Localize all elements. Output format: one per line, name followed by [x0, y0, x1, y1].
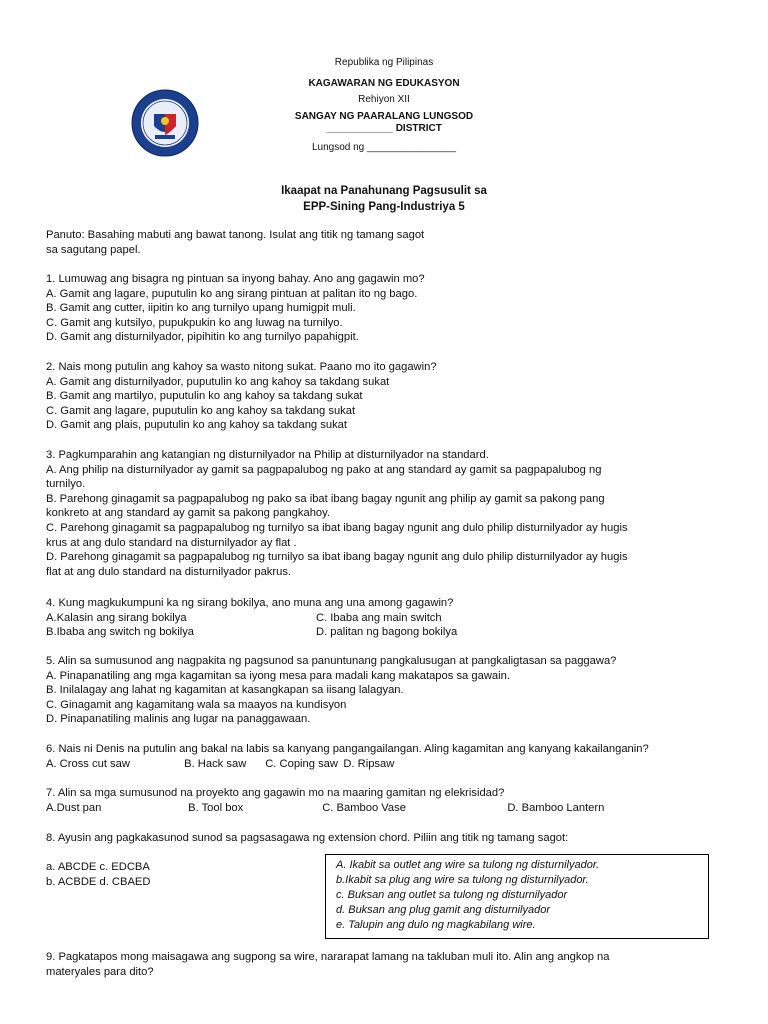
question-1 — [46, 272, 726, 345]
question-6 — [46, 742, 726, 771]
question-stem: 3. Pagkumparahin ang katangian ng disturnilyador na Philip at disturnilyador na standard. — [46, 449, 489, 461]
choice-a: A. Pinapanatiling ang mga kagamitan sa iyong mesa para madali kang makatapos sa gawain. — [46, 669, 510, 682]
choice-c: C. Ibaba ang main switch — [316, 611, 442, 624]
choice-b: B. Gamit ang cutter, iipitin ko ang turnilyo upang humigpit muli. — [46, 302, 356, 315]
question-2 — [46, 360, 726, 433]
step-d: d. Buksan ang plug gamit ang disturnilyador — [336, 904, 551, 916]
choice-b: B. Hack saw — [184, 757, 247, 770]
choice-d: D. Bamboo Lantern — [507, 801, 605, 814]
choice-d: D. Gamit ang plais, puputulin ko ang kahoy sa takdang sukat — [46, 419, 348, 432]
choice-ac: a. ABCDE c. EDCBA — [46, 861, 150, 873]
instructions: Panuto: Basahing mabuti ang bawat tanong. Isulat ang titik ng tamang sagot sa sagutang papel. — [46, 229, 425, 256]
header-city: Lungsod ng ________________ — [311, 142, 457, 153]
choice-a: A. Ang philip na disturnilyador ay gamit sa pagpapalubog ng pako at ang standard ay gamit sa pagpapalubog ng — [46, 463, 602, 476]
question-stem: 5. Alin sa sumusunod ang nagpakita ng pagsunod sa panuntunang pangkalusugan at pangkaligtasan sa paggawa? — [46, 655, 617, 667]
header-republic: Republika ng Pilipinas — [334, 57, 434, 68]
choice-b-cont: konkreto at ang standard ay gamit sa pakong pangkahoy. — [46, 507, 331, 520]
question-7 — [46, 786, 726, 815]
question-stem: 6. Nais ni Denis na putulin ang bakal na labis sa kanyang pangangailangan. Aling kagamitan ang kanyang kakailanganin? — [46, 743, 649, 755]
choice-a: A.Dust pan — [46, 801, 102, 814]
question-stem: 7. Alin sa mga sumusunod na proyekto ang gagawin mo na maaring gamitan ng elekrisidad? — [46, 787, 505, 799]
exam-title: Ikaapat na Panahunang Pagsusulit sa — [281, 185, 487, 197]
choice-a: A. Cross cut saw — [46, 757, 130, 770]
header-division: SANGAY NG PAARALANG LUNGSOD — [294, 111, 474, 122]
choice-c: C. Gamit ang lagare, puputulin ko ang kahoy sa takdang sukat — [46, 404, 356, 417]
question-stem: 4. Kung magkukumpuni ka ng sirang bokilya, ano muna ang una among gagawin? — [46, 597, 454, 609]
choice-a: A. Gamit ang disturnilyador, puputulin ko ang kahoy sa takdang sukat — [46, 375, 390, 388]
choice-a: A. Gamit ang lagare, puputulin ko ang sirang pintuan at palitan ito ng bago. — [46, 287, 418, 300]
choice-bd: b. ACBDE d. CBAED — [46, 875, 151, 888]
step-a: A. Ikabit sa outlet ang wire sa tulong ng disturnilyador. — [336, 859, 600, 871]
choice-d: D. Pinapanatiling malinis ang lugar na panaggawaan. — [46, 713, 311, 726]
question-4 — [46, 596, 726, 640]
question-stem-cont: materyales para dito? — [46, 965, 154, 978]
choice-c-cont: krus at ang dulo standard na disturnilyador ay flat . — [46, 536, 297, 549]
question-3 — [46, 448, 726, 579]
choice-b: B. Parehong ginagamit sa pagpapalubog ng pako sa ibat ibang bagay ngunit ang philip ay gamit sa pakong pang — [46, 492, 605, 505]
choice-a-cont: turnilyo. — [46, 478, 86, 491]
question-stem: 8. Ayusin ang pagkakasunod sunod sa pagsasagawa ng extension chord. Piliin ang titik ng tamang sagot: — [46, 832, 569, 844]
question-8 — [46, 831, 726, 846]
choice-d: D. Parehong ginagamit sa pagpapalubog ng turnilyo sa ibat ibang bagay ngunit ang dulo philip disturnilyador ay hugis — [46, 551, 628, 564]
choice-c: C. Coping saw — [265, 757, 338, 770]
choice-b: B. Tool box — [188, 801, 244, 814]
question-8-options — [46, 860, 306, 889]
step-c: c. Buksan ang outlet sa tulong ng disturnilyador — [336, 889, 568, 901]
header-region: Rehiyon XII — [358, 94, 410, 105]
choice-c: C. Parehong ginagamit sa pagpapalubog ng turnilyo sa ibat ibang bagay ngunit ang dulo philip disturnilyador ay hugis — [46, 521, 628, 534]
choice-b: B.Ibaba ang switch ng bokilya — [46, 626, 195, 639]
choice-d-cont: flat at ang dulo standard na disturnilyador pakrus. — [46, 565, 292, 578]
steps-box — [325, 854, 709, 939]
choice-d: D. palitan ng bagong bokilya — [316, 626, 458, 639]
question-stem: 9. Pagkatapos mong maisagawa ang sugpong sa wire, nararapat lamang na takluban muli ito. Alin ang angkop na — [46, 951, 610, 963]
question-stem: 2. Nais mong putulin ang kahoy sa wasto nitong sukat. Paano mo ito gagawin? — [46, 361, 437, 373]
question-9 — [46, 950, 726, 979]
choice-d: D. Gamit ang disturnilyador, pipihitin ko ang turnilyo papahigpit. — [46, 331, 359, 344]
question-stem: 1. Lumuwag ang bisagra ng pintuan sa inyong bahay. Ano ang gagawin mo? — [46, 273, 425, 285]
question-5 — [46, 654, 726, 727]
choice-c: C. Bamboo Vase — [322, 801, 406, 814]
choice-c: C. Gamit ang kutsilyo, pupukpukin ko ang luwag na turnilyo. — [46, 316, 343, 329]
choice-d: D. Ripsaw — [343, 757, 395, 770]
header-district: ____________ DISTRICT — [326, 123, 442, 134]
choice-b: B. Gamit ang martilyo, puputulin ko ang kahoy sa takdang sukat — [46, 390, 363, 403]
choice-a: A.Kalasin ang sirang bokilya — [46, 611, 187, 624]
step-b: b.Ikabit sa plug ang wire sa tulong ng disturnilyador. — [336, 874, 589, 886]
exam-subject: EPP-Sining Pang-Industriya 5 — [303, 201, 465, 213]
step-e: e. Talupin ang dulo ng magkabilang wire. — [336, 919, 536, 931]
choice-c: C. Ginagamit ang kagamitang wala sa maayos na kundisyon — [46, 698, 347, 711]
header-department: KAGAWARAN NG EDUKASYON — [308, 78, 460, 89]
choice-b: B. Inilalagay ang lahat ng kagamitan at kasangkapan sa iisang lalagyan. — [46, 684, 404, 697]
